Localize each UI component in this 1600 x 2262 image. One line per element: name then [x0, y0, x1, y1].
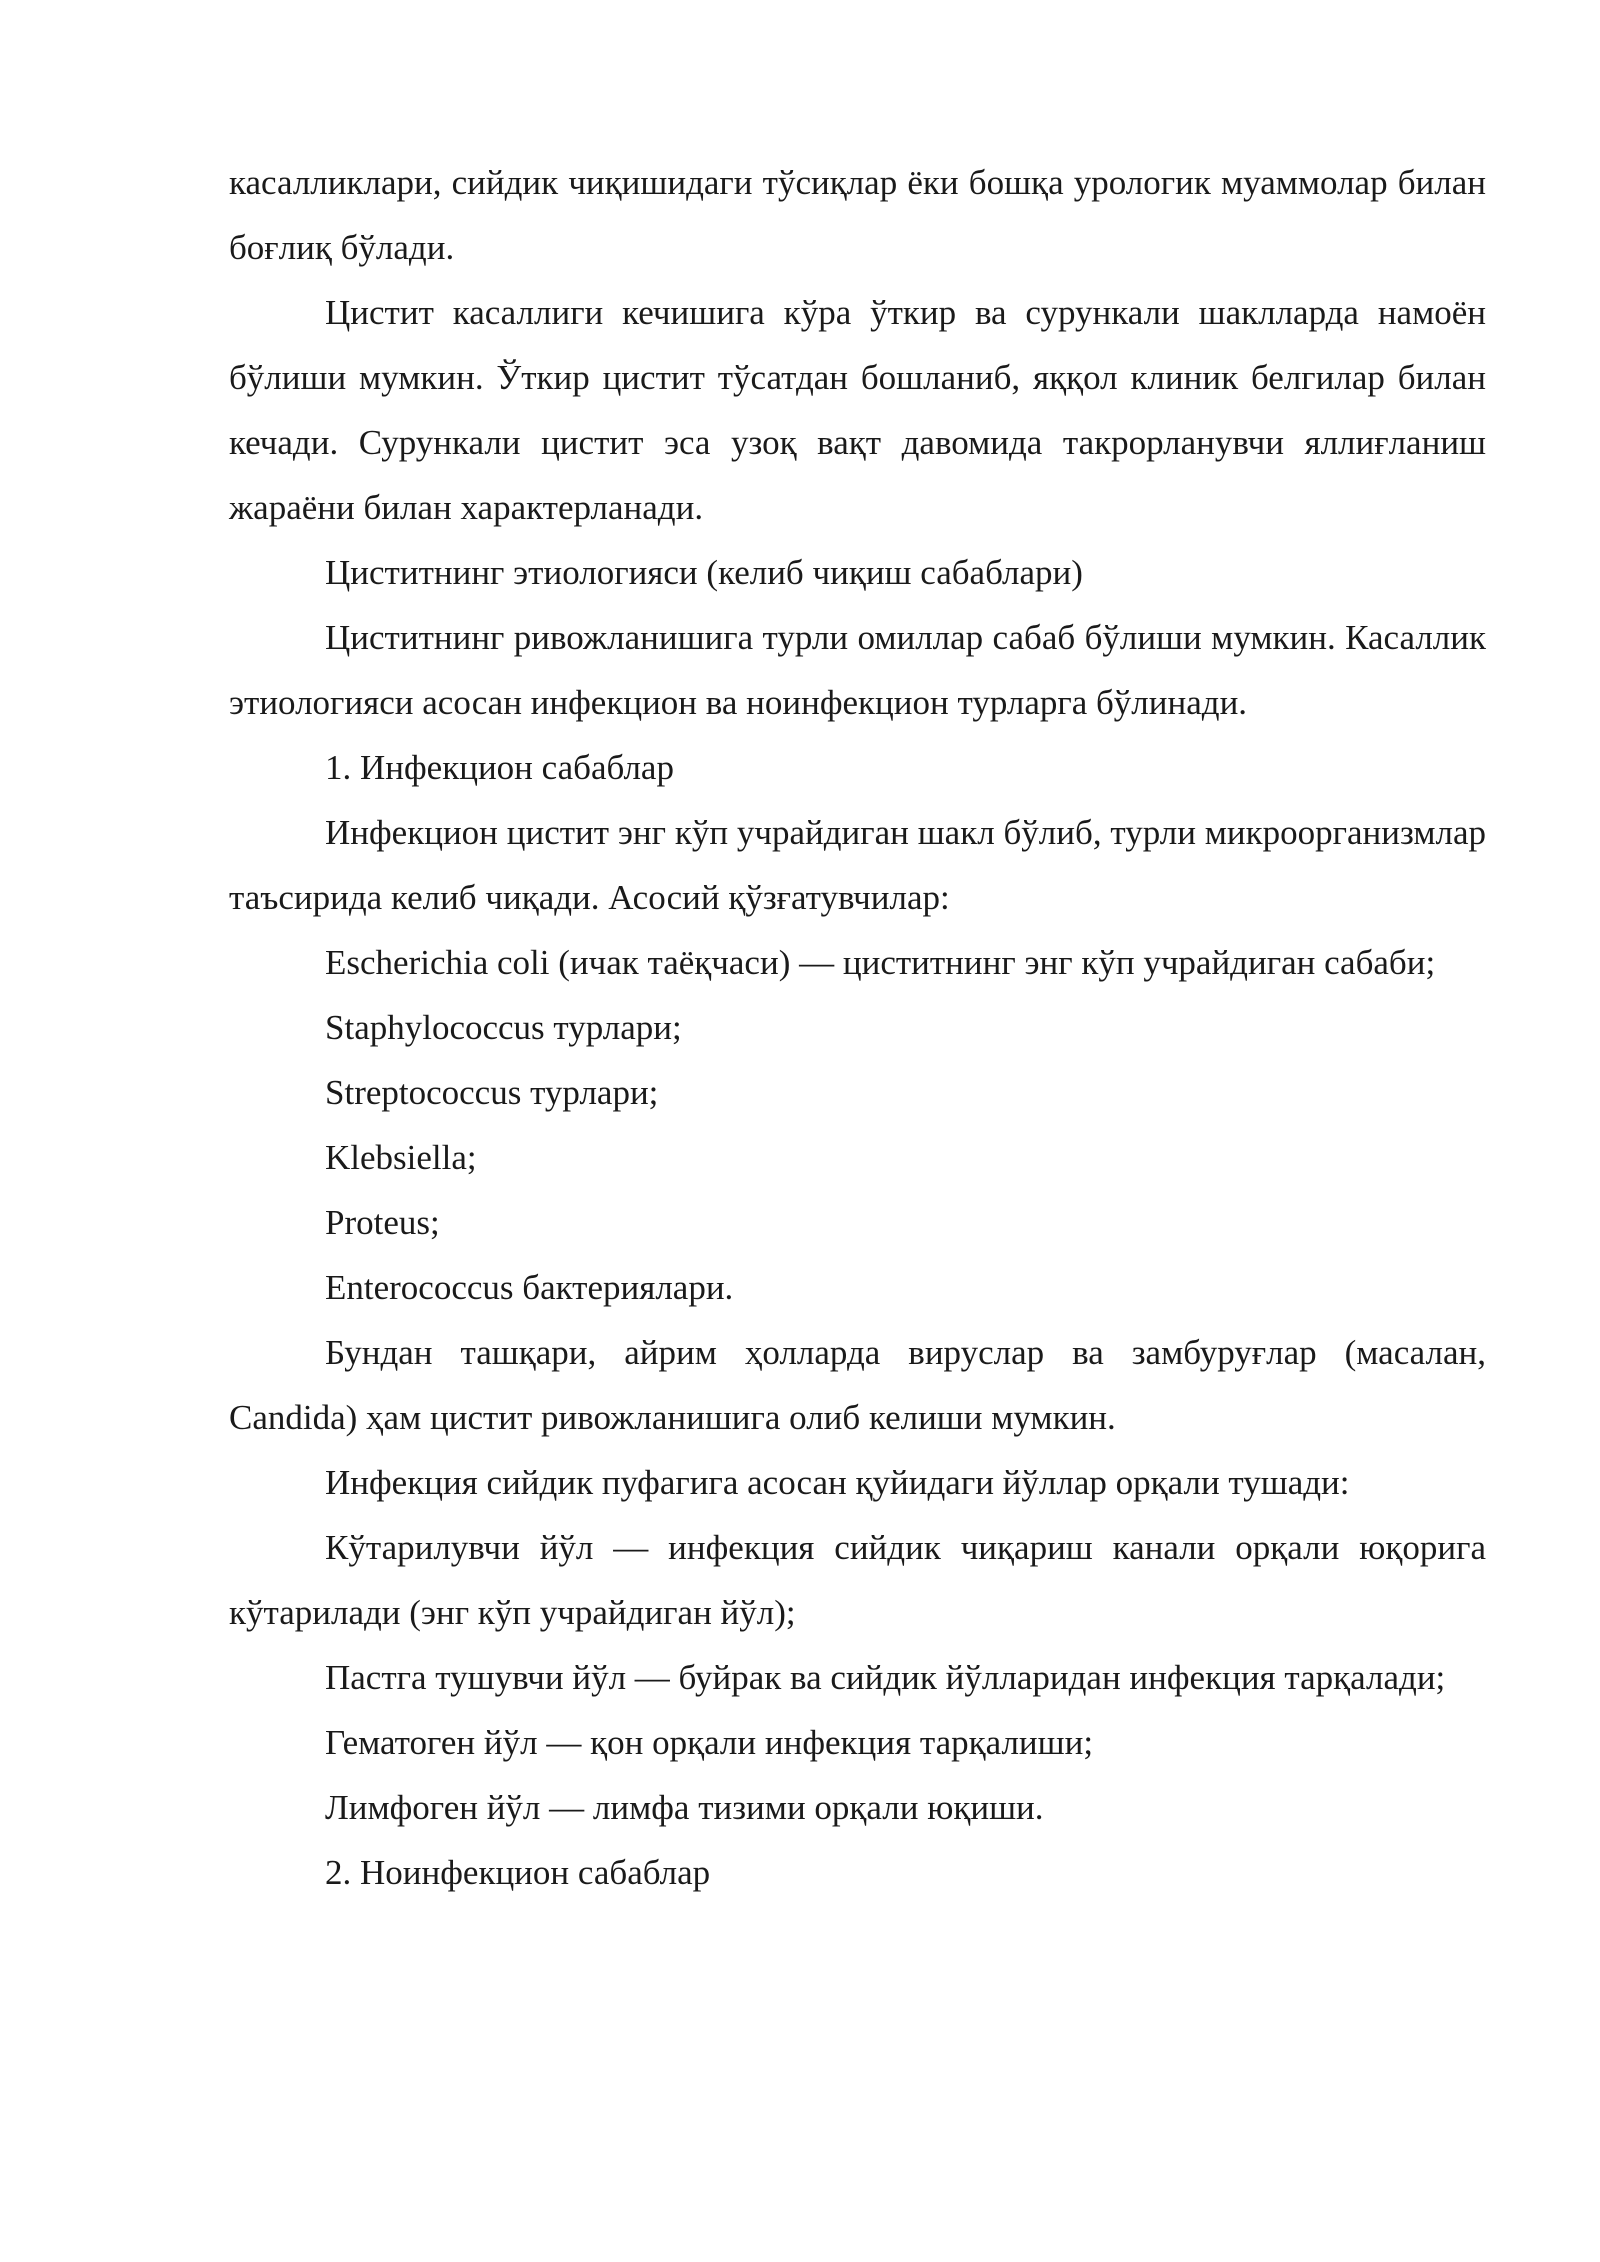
list-item-ascending-route: Кўтарилувчи йўл — инфекция сийдик чиқариш канали орқали юқорига кўтарилади (энг кўп учрайдиган йўл);: [229, 1528, 1486, 1632]
list-item-ecoli: Escherichia coli (ичак таёқчаси) — циститнинг энг кўп учрайдиган сабаби;: [325, 943, 1436, 982]
paragraph-viruses-fungi: Бундан ташқари, айрим ҳолларда вируслар ва замбуруғлар (масалан, Candida) ҳам цистит ривожланишига олиб келиши мумкин.: [229, 1333, 1486, 1437]
subheading-noninfectious-causes: 2. Ноинфекцион сабаблар: [325, 1853, 711, 1892]
list-item-descending-route: Пастга тушувчи йўл — буйрак ва сийдик йўлларидан инфекция тарқалади;: [325, 1658, 1446, 1697]
list-item-lymphogenous-route: Лимфоген йўл — лимфа тизими орқали юқиши.: [325, 1788, 1044, 1827]
paragraph-infectious-cystitis: Инфекцион цистит энг кўп учрайдиган шакл бўлиб, турли микроорганизмлар таъсирида келиб чиқади. Асосий қўзғатувчилар:: [229, 813, 1486, 917]
section-heading-etiology: Циститнинг этиологияси (келиб чиқиш сабаблари): [325, 553, 1083, 592]
list-item-hematogenous-route: Гематоген йўл — қон орқали инфекция тарқалиши;: [325, 1723, 1094, 1762]
list-item-klebsiella: Klebsiella;: [325, 1138, 477, 1177]
list-item-staphylococcus: Staphylococcus турлари;: [325, 1008, 682, 1047]
paragraph-continuation: касалликлари, сийдик чиқишидаги тўсиқлар ёки бошқа урологик муаммолар билан боғлиқ бўлади.: [229, 163, 1486, 267]
list-item-enterococcus: Enterococcus бактериялари.: [325, 1268, 734, 1307]
paragraph-infection-routes-intro: Инфекция сийдик пуфагига асосан қуйидаги йўллар орқали тушади:: [325, 1463, 1350, 1502]
document-body: [229, 150, 1486, 1905]
paragraph-etiology-intro: Циститнинг ривожланишига турли омиллар сабаб бўлиши мумкин. Касаллик этиологияси асосан инфекцион ва ноинфекцион турларга бўлинади.: [229, 618, 1486, 722]
list-item-proteus: Proteus;: [325, 1203, 440, 1242]
subheading-infectious-causes: 1. Инфекцион сабаблар: [325, 748, 674, 787]
list-item-streptococcus: Streptococcus турлари;: [325, 1073, 659, 1112]
paragraph-cystitis-forms: Цистит касаллиги кечишига кўра ўткир ва сурункали шаклларда намоён бўлиши мумкин. Ўткир цистит тўсатдан бошланиб, яққол клиник белгилар билан кечади. Сурункали цистит эса узоқ вақт давомида такрорланувчи яллиғланиш жараёни билан характерланади.: [229, 293, 1486, 527]
